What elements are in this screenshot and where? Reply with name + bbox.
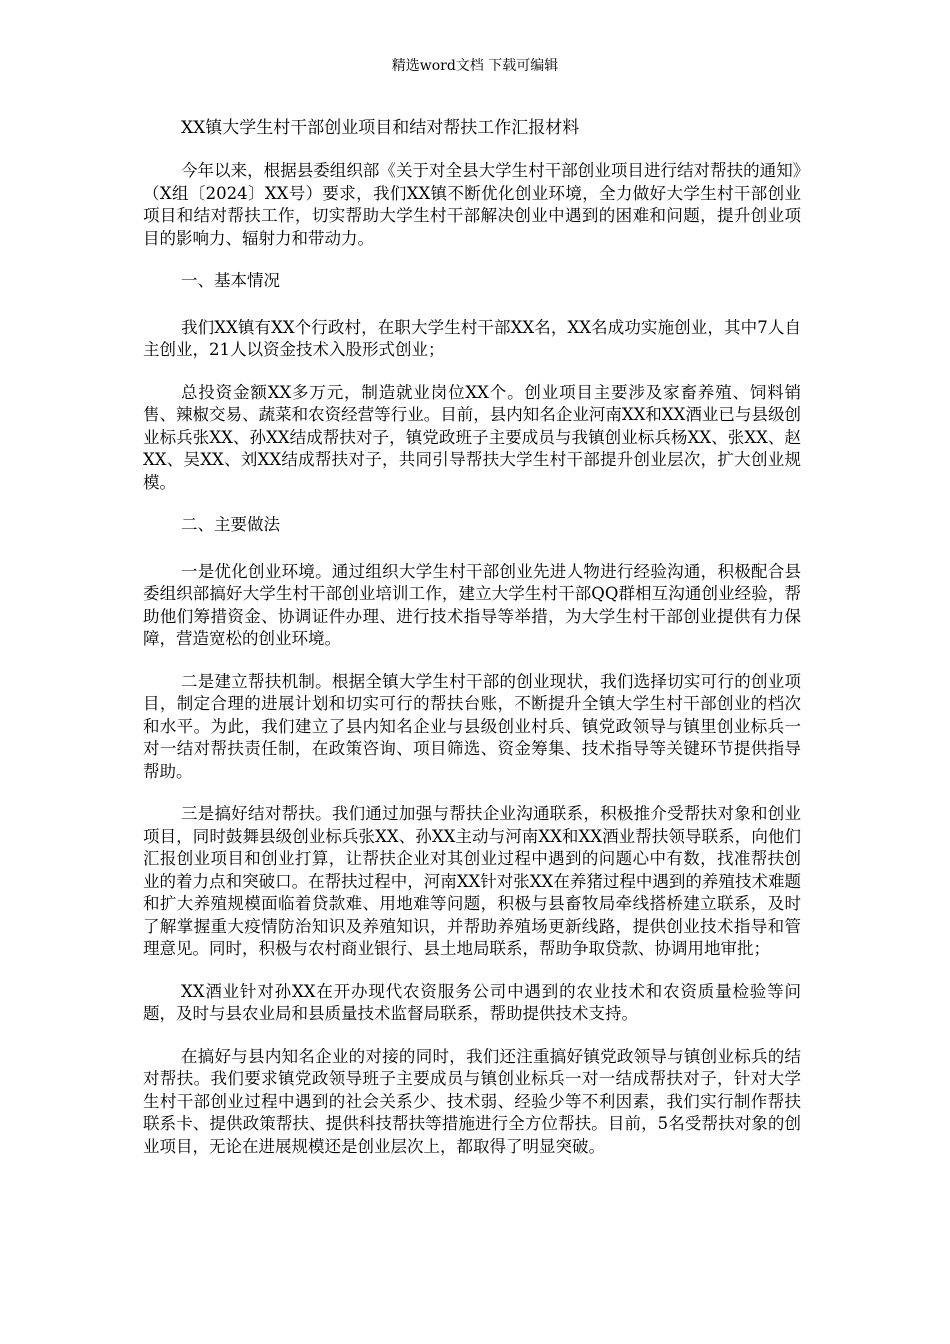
page-header: 精选word文档 下载可编辑 <box>391 58 559 74</box>
paragraph-method-2: 二是建立帮扶机制。根据全镇大学生村干部的创业现状，我们选择切实可行的创业项目，制定合理的进展计划和切实可行的帮扶台账，不断提升全镇大学生村干部创业的档次和水平。为此，我们建立了县内知名企业与县级创业村兵、镇党政领导与镇里创业标兵一对一结对帮扶责任制，在政策咨询、项目筛选、资金筹集、技术指导等关键环节提供指导帮助。 <box>143 671 801 781</box>
paragraph-method-3-cont: XX酒业针对孙XX在开办现代农资服务公司中遇到的农业技术和农资质量检验等问题，及时与县农业局和县质量技术监督局联系，帮助提供技术支持。 <box>143 981 801 1023</box>
section-heading-methods: 二、主要做法 <box>181 515 280 534</box>
section-heading-basic: 一、基本情况 <box>181 271 280 290</box>
paragraph-method-4: 在搞好与县内知名企业的对接的同时，我们还注重搞好镇党政领导与镇创业标兵的结对帮扶。我们要求镇党政领导班子主要成员与镇创业标兵一对一结成帮扶对子，针对大学生村干部创业过程中遇到的社会关系少、技术弱、经验少等不利因素，我们实行制作帮扶联系卡、提供政策帮扶、提供科技帮扶等措施进行全方位帮扶。目前，5名受帮扶对象的创业项目，无论在进展规模还是创业层次上，都取得了明显突破。 <box>143 1046 801 1156</box>
document-title: XX镇大学生村干部创业项目和结对帮扶工作汇报材料 <box>181 118 580 138</box>
paragraph-method-3: 三是搞好结对帮扶。我们通过加强与帮扶企业沟通联系，积极推介受帮扶对象和创业项目，同时鼓舞县级创业标兵张XX、孙XX主动与河南XX和XX酒业帮扶领导联系，向他们汇报创业项目和创业打算，让帮扶企业对其创业过程中遇到的问题心中有数，找准帮扶创业的着力点和突破口。在帮扶过程中，河南XX针对张XX在养猪过程中遇到的养殖技术难题和扩大养殖规模面临着贷款难、用地难等问题，积极与县畜牧局牵线搭桥建立联系，及时了解掌握重大疫情防治知识及养殖知识，并帮助养殖场更新线路，提供创业技术指导和管理意见。同时，积极与农村商业银行、县土地局联系，帮助争取贷款、协调用地审批； <box>143 804 801 958</box>
paragraph-method-1: 一是优化创业环境。通过组织大学生村干部创业先进人物进行经验沟通，积极配合县委组织部搞好大学生村干部创业培训工作，建立大学生村干部QQ群相互沟通创业经验，帮助他们筹措资金、协调证件办理、进行技术指导等举措，为大学生村干部创业提供有力保障，营造宽松的创业环境。 <box>143 561 801 648</box>
document-body <box>143 116 801 1178</box>
paragraph-basic-2: 总投资金额XX多万元，制造就业岗位XX个。创业项目主要涉及家畜养殖、饲料销售、辣椒交易、蔬菜和农资经营等行业。目前，县内知名企业河南XX和XX酒业已与县级创业标兵张XX、孙XX结成帮扶对子，镇党政班子主要成员与我镇创业标兵杨XX、张XX、赵XX、吴XX、刘XX结成帮扶对子，共同引导帮扶大学生村干部提升创业层次，扩大创业规模。 <box>143 382 801 492</box>
paragraph-basic-1: 我们XX镇有XX个行政村，在职大学生村干部XX名，XX名成功实施创业，其中7人自主创业，21人以资金技术入股形式创业； <box>143 317 801 359</box>
paragraph-intro: 今年以来，根据县委组织部《关于对全县大学生村干部创业项目进行结对帮扶的通知》（X组〔2024〕XX号）要求，我们XX镇不断优化创业环境，全力做好大学生村干部创业项目和结对帮扶工作，切实帮助大学生村干部解决创业中遇到的困难和问题，提升创业项目的影响力、辐射力和带动力。 <box>143 161 801 248</box>
